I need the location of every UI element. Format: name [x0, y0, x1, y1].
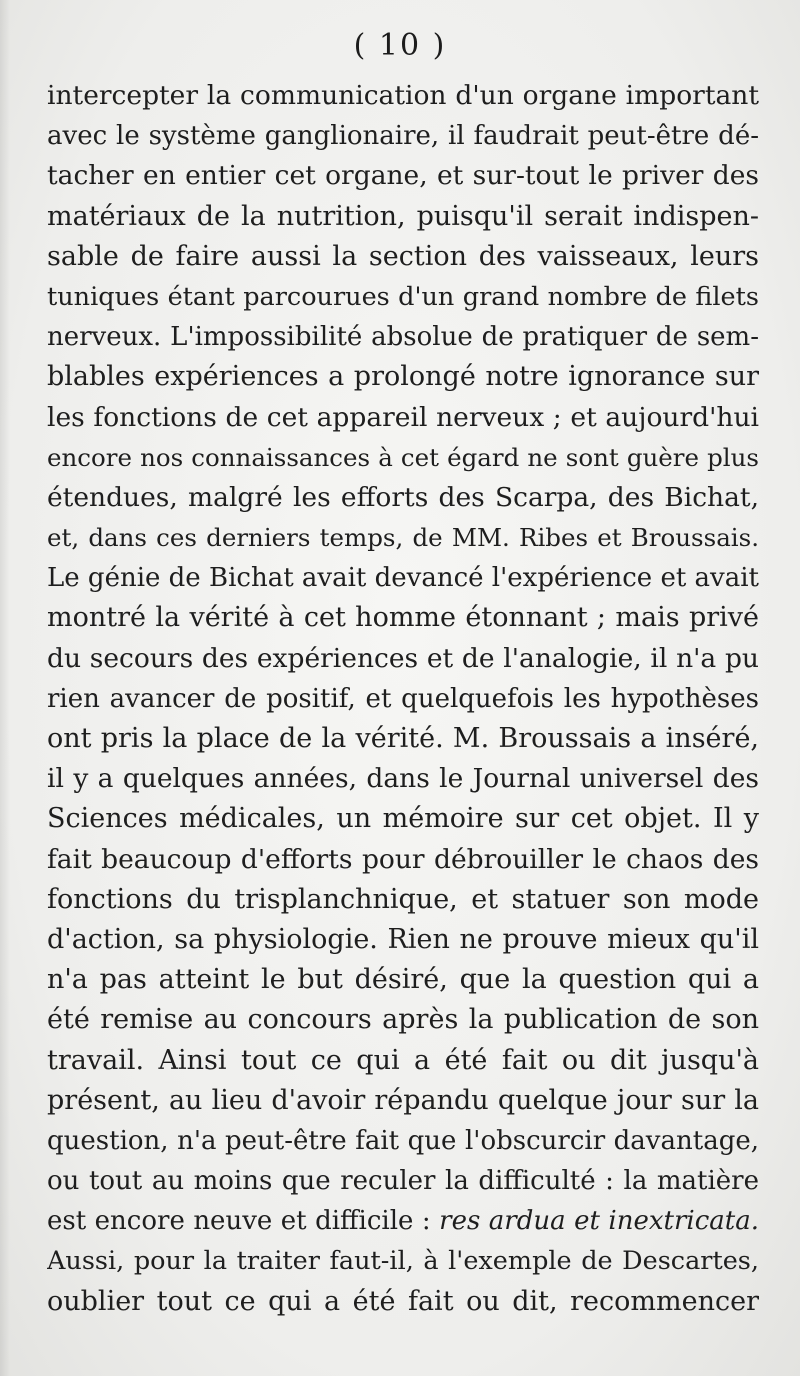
- text-line: question, n'a peut-être fait que l'obscurcir davantage,: [47, 1125, 759, 1156]
- text-line: matériaux de la nutrition, puisqu'il serait indispen-: [47, 200, 759, 232]
- text-line: du secours des expériences et de l'analogie, il n'a pu: [47, 642, 759, 674]
- text-line-with-italic: [47, 1201, 759, 1241]
- text-line: Sciences médicales, un mémoire sur cet objet. Il y: [47, 803, 759, 835]
- text-line: montré la vérité à cet homme étonnant ; mais privé: [47, 602, 759, 634]
- text-line: fonctions du trisplanchnique, et statuer son mode: [47, 883, 759, 915]
- text-line: présent, au lieu d'avoir répandu quelque jour sur la: [47, 1084, 759, 1116]
- text-line: les fonctions de cet appareil nerveux ; et aujourd'hui: [47, 401, 759, 433]
- text-line: et, dans ces derniers temps, de MM. Ribes et Broussais.: [47, 523, 759, 553]
- text-line: n'a pas atteint le but désiré, que la question qui a: [47, 964, 759, 996]
- page-number: ( 10 ): [353, 28, 447, 63]
- text-line: étendues, malgré les efforts des Scarpa, des Bichat,: [47, 481, 759, 513]
- text-line: travail. Ainsi tout ce qui a été fait ou dit jusqu'à: [47, 1044, 759, 1076]
- text-line: blables expériences a prolongé notre ignorance sur: [47, 361, 759, 393]
- text-line: Le génie de Bichat avait devancé l'expérience et avait: [47, 563, 759, 594]
- text-line: fait beaucoup d'efforts pour débrouiller le chaos des: [47, 843, 759, 875]
- text-line: tacher en entier cet organe, et sur-tout le priver des: [47, 160, 759, 192]
- text-line: tuniques étant parcourues d'un grand nombre de filets: [47, 281, 759, 312]
- text-line: d'action, sa physiologie. Rien ne prouve mieux qu'il: [47, 923, 759, 955]
- text-line: oublier tout ce qui a été fait ou dit, recommencer: [47, 1285, 759, 1317]
- text-line: ont pris la place de la vérité. M. Broussais a inséré,: [47, 723, 759, 754]
- text-line: nerveux. L'impossibilité absolue de pratiquer de sem-: [47, 322, 759, 353]
- text-line: intercepter la communication d'un organe important: [47, 80, 759, 111]
- body-text: [47, 76, 759, 1322]
- text-line: ou tout au moins que reculer la difficulté : la matière: [47, 1166, 759, 1197]
- text-line: il y a quelques années, dans le Journal universel des: [47, 763, 759, 795]
- text-line: été remise au concours après la publication de son: [47, 1004, 759, 1036]
- text-roman: est encore neuve et difficile :: [47, 1206, 440, 1237]
- page-edge-shadow: [0, 0, 10, 1376]
- text-line: rien avancer de positif, et quelquefois les hypothèses: [47, 683, 759, 714]
- latin-quotation: res ardua et inextricata.: [439, 1206, 759, 1237]
- text-line: encore nos connaissances à cet égard ne sont guère plus: [47, 442, 759, 472]
- text-line: avec le système ganglionaire, il faudrait peut-être dé-: [47, 121, 759, 152]
- text-line: sable de faire aussi la section des vaisseaux, leurs: [47, 240, 759, 272]
- text-line: Aussi, pour la traiter faut-il, à l'exemple de Descartes,: [47, 1246, 759, 1277]
